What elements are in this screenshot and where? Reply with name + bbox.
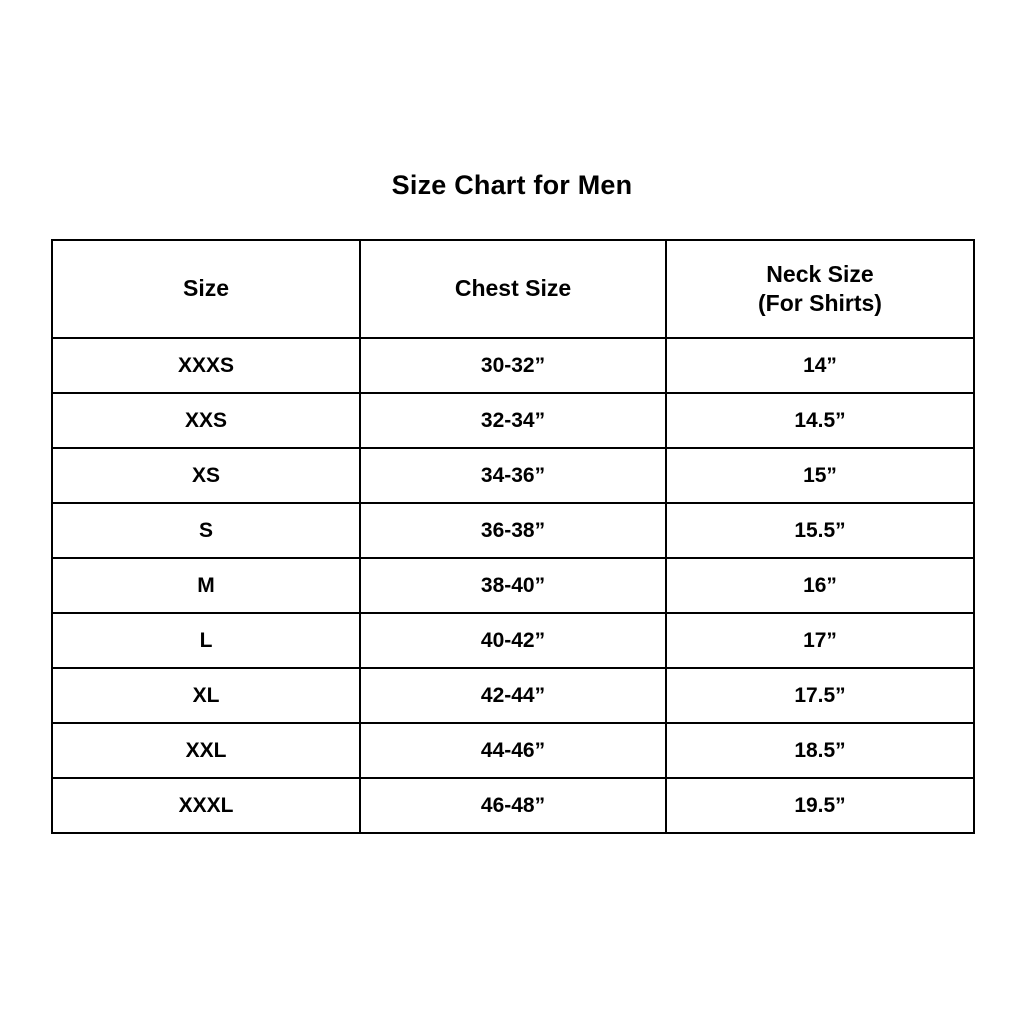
cell-size: XXXL	[52, 778, 360, 833]
column-header-size	[52, 240, 360, 338]
cell-chest: 42-44”	[360, 668, 666, 723]
cell-chest: 38-40”	[360, 558, 666, 613]
cell-neck: 17”	[666, 613, 974, 668]
cell-neck: 15”	[666, 448, 974, 503]
column-header-neck-size	[666, 240, 974, 338]
column-header-chest-size-label: Chest Size	[454, 275, 572, 302]
cell-chest: 34-36”	[360, 448, 666, 503]
table-header-row	[52, 240, 974, 338]
table-row	[52, 503, 974, 558]
cell-chest: 44-46”	[360, 723, 666, 778]
cell-neck: 18.5”	[666, 723, 974, 778]
table-row	[52, 613, 974, 668]
cell-neck: 16”	[666, 558, 974, 613]
cell-chest: 30-32”	[360, 338, 666, 393]
cell-size: S	[52, 503, 360, 558]
cell-chest: 40-42”	[360, 613, 666, 668]
cell-neck: 15.5”	[666, 503, 974, 558]
cell-size: XXL	[52, 723, 360, 778]
table-row	[52, 778, 974, 833]
page-title: Size Chart for Men	[391, 170, 633, 200]
cell-size: XL	[52, 668, 360, 723]
cell-neck: 19.5”	[666, 778, 974, 833]
cell-size: L	[52, 613, 360, 668]
column-header-neck-size-sublabel: (For Shirts)	[758, 290, 882, 316]
table-row	[52, 393, 974, 448]
cell-chest: 36-38”	[360, 503, 666, 558]
table-row	[52, 338, 974, 393]
table-row	[52, 668, 974, 723]
table-row	[52, 558, 974, 613]
cell-size: XS	[52, 448, 360, 503]
cell-neck: 14.5”	[666, 393, 974, 448]
cell-chest: 32-34”	[360, 393, 666, 448]
size-chart-table	[51, 239, 975, 834]
column-header-neck-size-label: Neck Size	[766, 260, 874, 287]
column-header-chest-size	[360, 240, 666, 338]
table-row	[52, 723, 974, 778]
cell-size: XXXS	[52, 338, 360, 393]
cell-size: M	[52, 558, 360, 613]
table-row	[52, 448, 974, 503]
column-header-size-label: Size	[182, 275, 230, 302]
cell-size: XXS	[52, 393, 360, 448]
cell-neck: 17.5”	[666, 668, 974, 723]
cell-chest: 46-48”	[360, 778, 666, 833]
cell-neck: 14”	[666, 338, 974, 393]
